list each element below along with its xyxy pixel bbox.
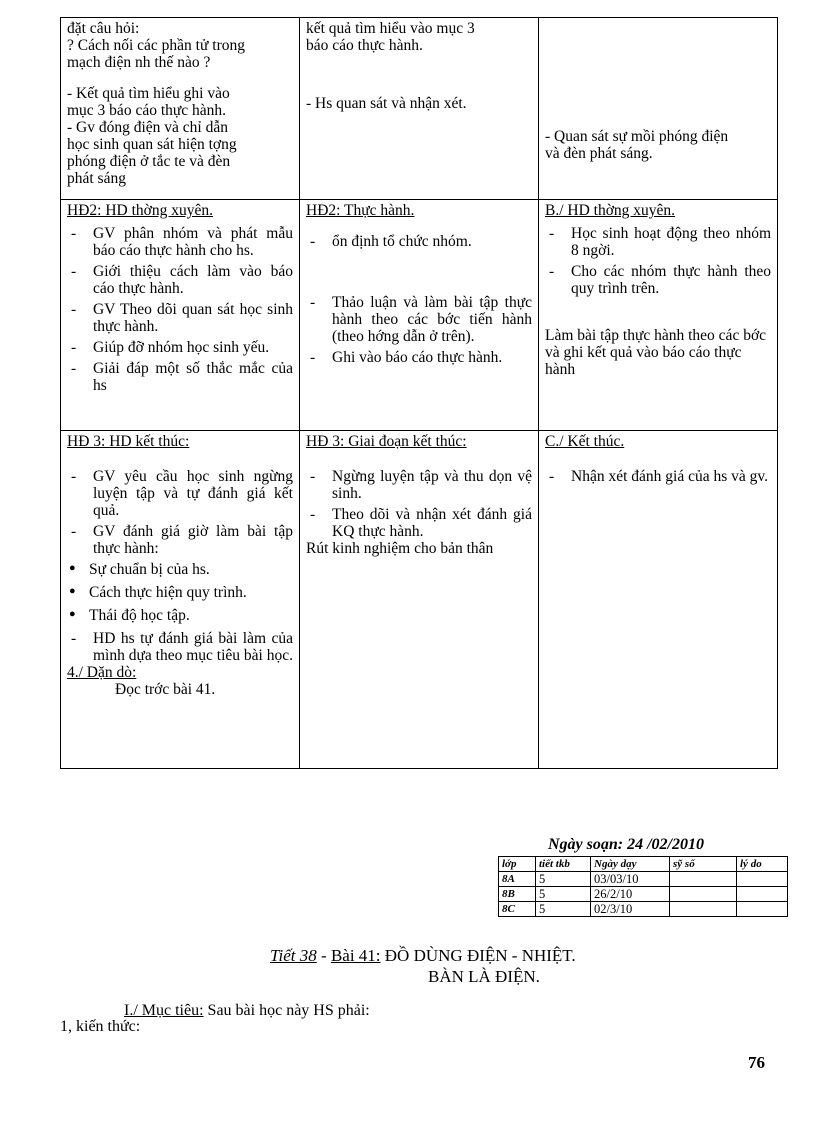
text-line: mục 3 báo cáo thực hành. [67, 102, 227, 119]
list-item: - HD hs tự đánh giá bài làm của mình dựa theo mục tiêu bài học. [67, 630, 293, 664]
cell: 8C [499, 902, 536, 917]
paragraph: Rút kinh nghiệm cho bản thân [306, 540, 494, 557]
dash-list [306, 468, 532, 540]
lesson-title [270, 946, 576, 966]
row3-col3 [539, 431, 778, 769]
text-line: kết quả tìm hiểu vào mục 3 [306, 20, 475, 37]
header-cell: lớp [499, 857, 536, 872]
list-item: - GV phân nhóm và phát mẫu báo cáo thực hành cho hs. [67, 225, 293, 259]
list-item: - Giải đáp một số thắc mắc của hs [67, 360, 293, 394]
cell: 02/3/10 [591, 902, 670, 917]
dash-list [545, 468, 771, 485]
row2-col2 [300, 200, 539, 431]
dash-list [67, 225, 293, 394]
list-item: - ổn định tổ chức nhóm. [306, 233, 532, 250]
row1-col2 [300, 18, 539, 200]
text-line: và đèn phát sáng. [545, 145, 653, 162]
separator: - [316, 946, 331, 965]
table-row [499, 887, 788, 902]
page-number: 76 [748, 1053, 765, 1072]
list-item: ● Thái độ học tập. [67, 607, 293, 624]
text-line: báo cáo thực hành. [306, 37, 423, 54]
list-item: - Giới thiệu cách làm vào báo cáo thực hành. [67, 263, 293, 297]
text-line: - Quan sát sự mồi phóng điện [545, 128, 729, 145]
text-line: - Hs quan sát và nhận xét. [306, 95, 467, 112]
lesson-title-line2: BÀN LÀ ĐIỆN. [428, 967, 540, 986]
dash-list [306, 294, 532, 366]
text-line: ? Cách nối các phần tử trong [67, 37, 245, 54]
dash-list [545, 225, 771, 297]
cell [737, 872, 788, 887]
cell [670, 902, 737, 917]
header-cell: Ngày dạy [591, 857, 670, 872]
table-header-row [499, 857, 788, 872]
section-heading: HĐ 3: Giai đoạn kết thúc: [306, 433, 467, 450]
activity-table [60, 17, 778, 769]
cell: 03/03/10 [591, 872, 670, 887]
dash-list [67, 468, 293, 557]
row3-col1 [61, 431, 300, 769]
objective-text: Sau bài học này HS phải: [203, 1002, 370, 1019]
spacer [545, 301, 771, 327]
section-heading: B./ HD thờng xuyên. [545, 202, 676, 219]
list-item: - Thảo luận và làm bài tập thực hành theo các bớc tiến hành (theo hớng dẫn ở trên). [306, 294, 532, 345]
table-row [499, 872, 788, 887]
section-heading: HĐ2: Thực hành. [306, 202, 415, 219]
cell [670, 872, 737, 887]
cell [670, 887, 737, 902]
list-item: ● Cách thực hiện quy trình. [67, 584, 293, 601]
spacer [545, 20, 771, 128]
dash-list [67, 630, 293, 664]
list-item: - Ghi vào báo cáo thực hành. [306, 349, 532, 366]
header-cell: lý do [737, 857, 788, 872]
table-row [61, 431, 778, 769]
text-line: - Kết quả tìm hiểu ghi vào [67, 85, 230, 102]
spacer [67, 71, 293, 85]
list-item: - Theo dõi và nhận xét đánh giá KQ thực hành. [306, 506, 532, 540]
header-cell: sỹ số [670, 857, 737, 872]
list-item: - Cho các nhóm thực hành theo quy trình trên. [545, 263, 771, 297]
header-cell: tiết tkb [536, 857, 591, 872]
class-schedule-table [498, 856, 788, 917]
lesson-title-line1: ĐỒ DÙNG ĐIỆN - NHIỆT. [380, 946, 576, 965]
list-item: - Ngừng luyện tập và thu dọn vệ sinh. [306, 468, 532, 502]
cell: 5 [536, 872, 591, 887]
dash-list [306, 233, 532, 250]
knowledge-heading: 1, kiến thức: [60, 1018, 141, 1035]
row2-col3 [539, 200, 778, 431]
bullet-list [67, 561, 293, 624]
cell: 26/2/10 [591, 887, 670, 902]
row1-col3 [539, 18, 778, 200]
list-item: - GV yêu cầu học sinh ngừng luyện tập và tự đánh giá kết quả. [67, 468, 293, 519]
objective-heading: I./ Mục tiêu: [124, 1002, 204, 1019]
list-item: - Giúp đỡ nhóm học sinh yếu. [67, 339, 293, 356]
period-label: Tiết 38 [270, 946, 317, 965]
cell: 5 [536, 902, 591, 917]
paragraph: Làm bài tập thực hành theo các bớc và ghi kết quả vào báo cáo thực hành [545, 327, 767, 378]
list-item: - GV Theo dõi quan sát học sinh thực hành. [67, 301, 293, 335]
text-line: phát sáng [67, 170, 126, 187]
list-item: - GV đánh giá giờ làm bài tập thực hành: [67, 523, 293, 557]
cell: 5 [536, 887, 591, 902]
cell [737, 887, 788, 902]
homework-text: Đọc trớc bài 41. [115, 681, 216, 698]
table-row [499, 902, 788, 917]
list-item: - Học sinh hoạt động theo nhóm 8 ngời. [545, 225, 771, 259]
row1-col1 [61, 18, 300, 200]
list-item: ● Sự chuẩn bị của hs. [67, 561, 293, 578]
table-row [61, 200, 778, 431]
row2-col1 [61, 200, 300, 431]
date-line: Ngày soạn: 24 /02/2010 [548, 836, 704, 853]
text-line: phóng điện ở tắc te và đèn [67, 153, 231, 170]
table-row [61, 18, 778, 200]
section-heading: HĐ2: HD thờng xuyên. [67, 202, 213, 219]
cell [737, 902, 788, 917]
row3-col2 [300, 431, 539, 769]
text-line: - Gv đóng điện và chỉ dẫn [67, 119, 228, 136]
list-item: - Nhận xét đánh giá của hs và gv. [545, 468, 771, 485]
text-line: đặt câu hỏi: [67, 20, 140, 37]
section-heading: C./ Kết thúc. [545, 433, 625, 450]
spacer [306, 54, 532, 95]
text-line: mạch điện nh thế nào ? [67, 54, 211, 71]
lesson-number: Bài 41: [330, 946, 381, 965]
homework-heading: 4./ Dặn dò: [67, 664, 137, 681]
cell: 8A [499, 872, 536, 887]
section-heading: HĐ 3: HD kết thúc: [67, 433, 190, 450]
text-line: học sinh quan sát hiện tợng [67, 136, 237, 153]
objective-line [124, 1002, 370, 1020]
cell: 8B [499, 887, 536, 902]
